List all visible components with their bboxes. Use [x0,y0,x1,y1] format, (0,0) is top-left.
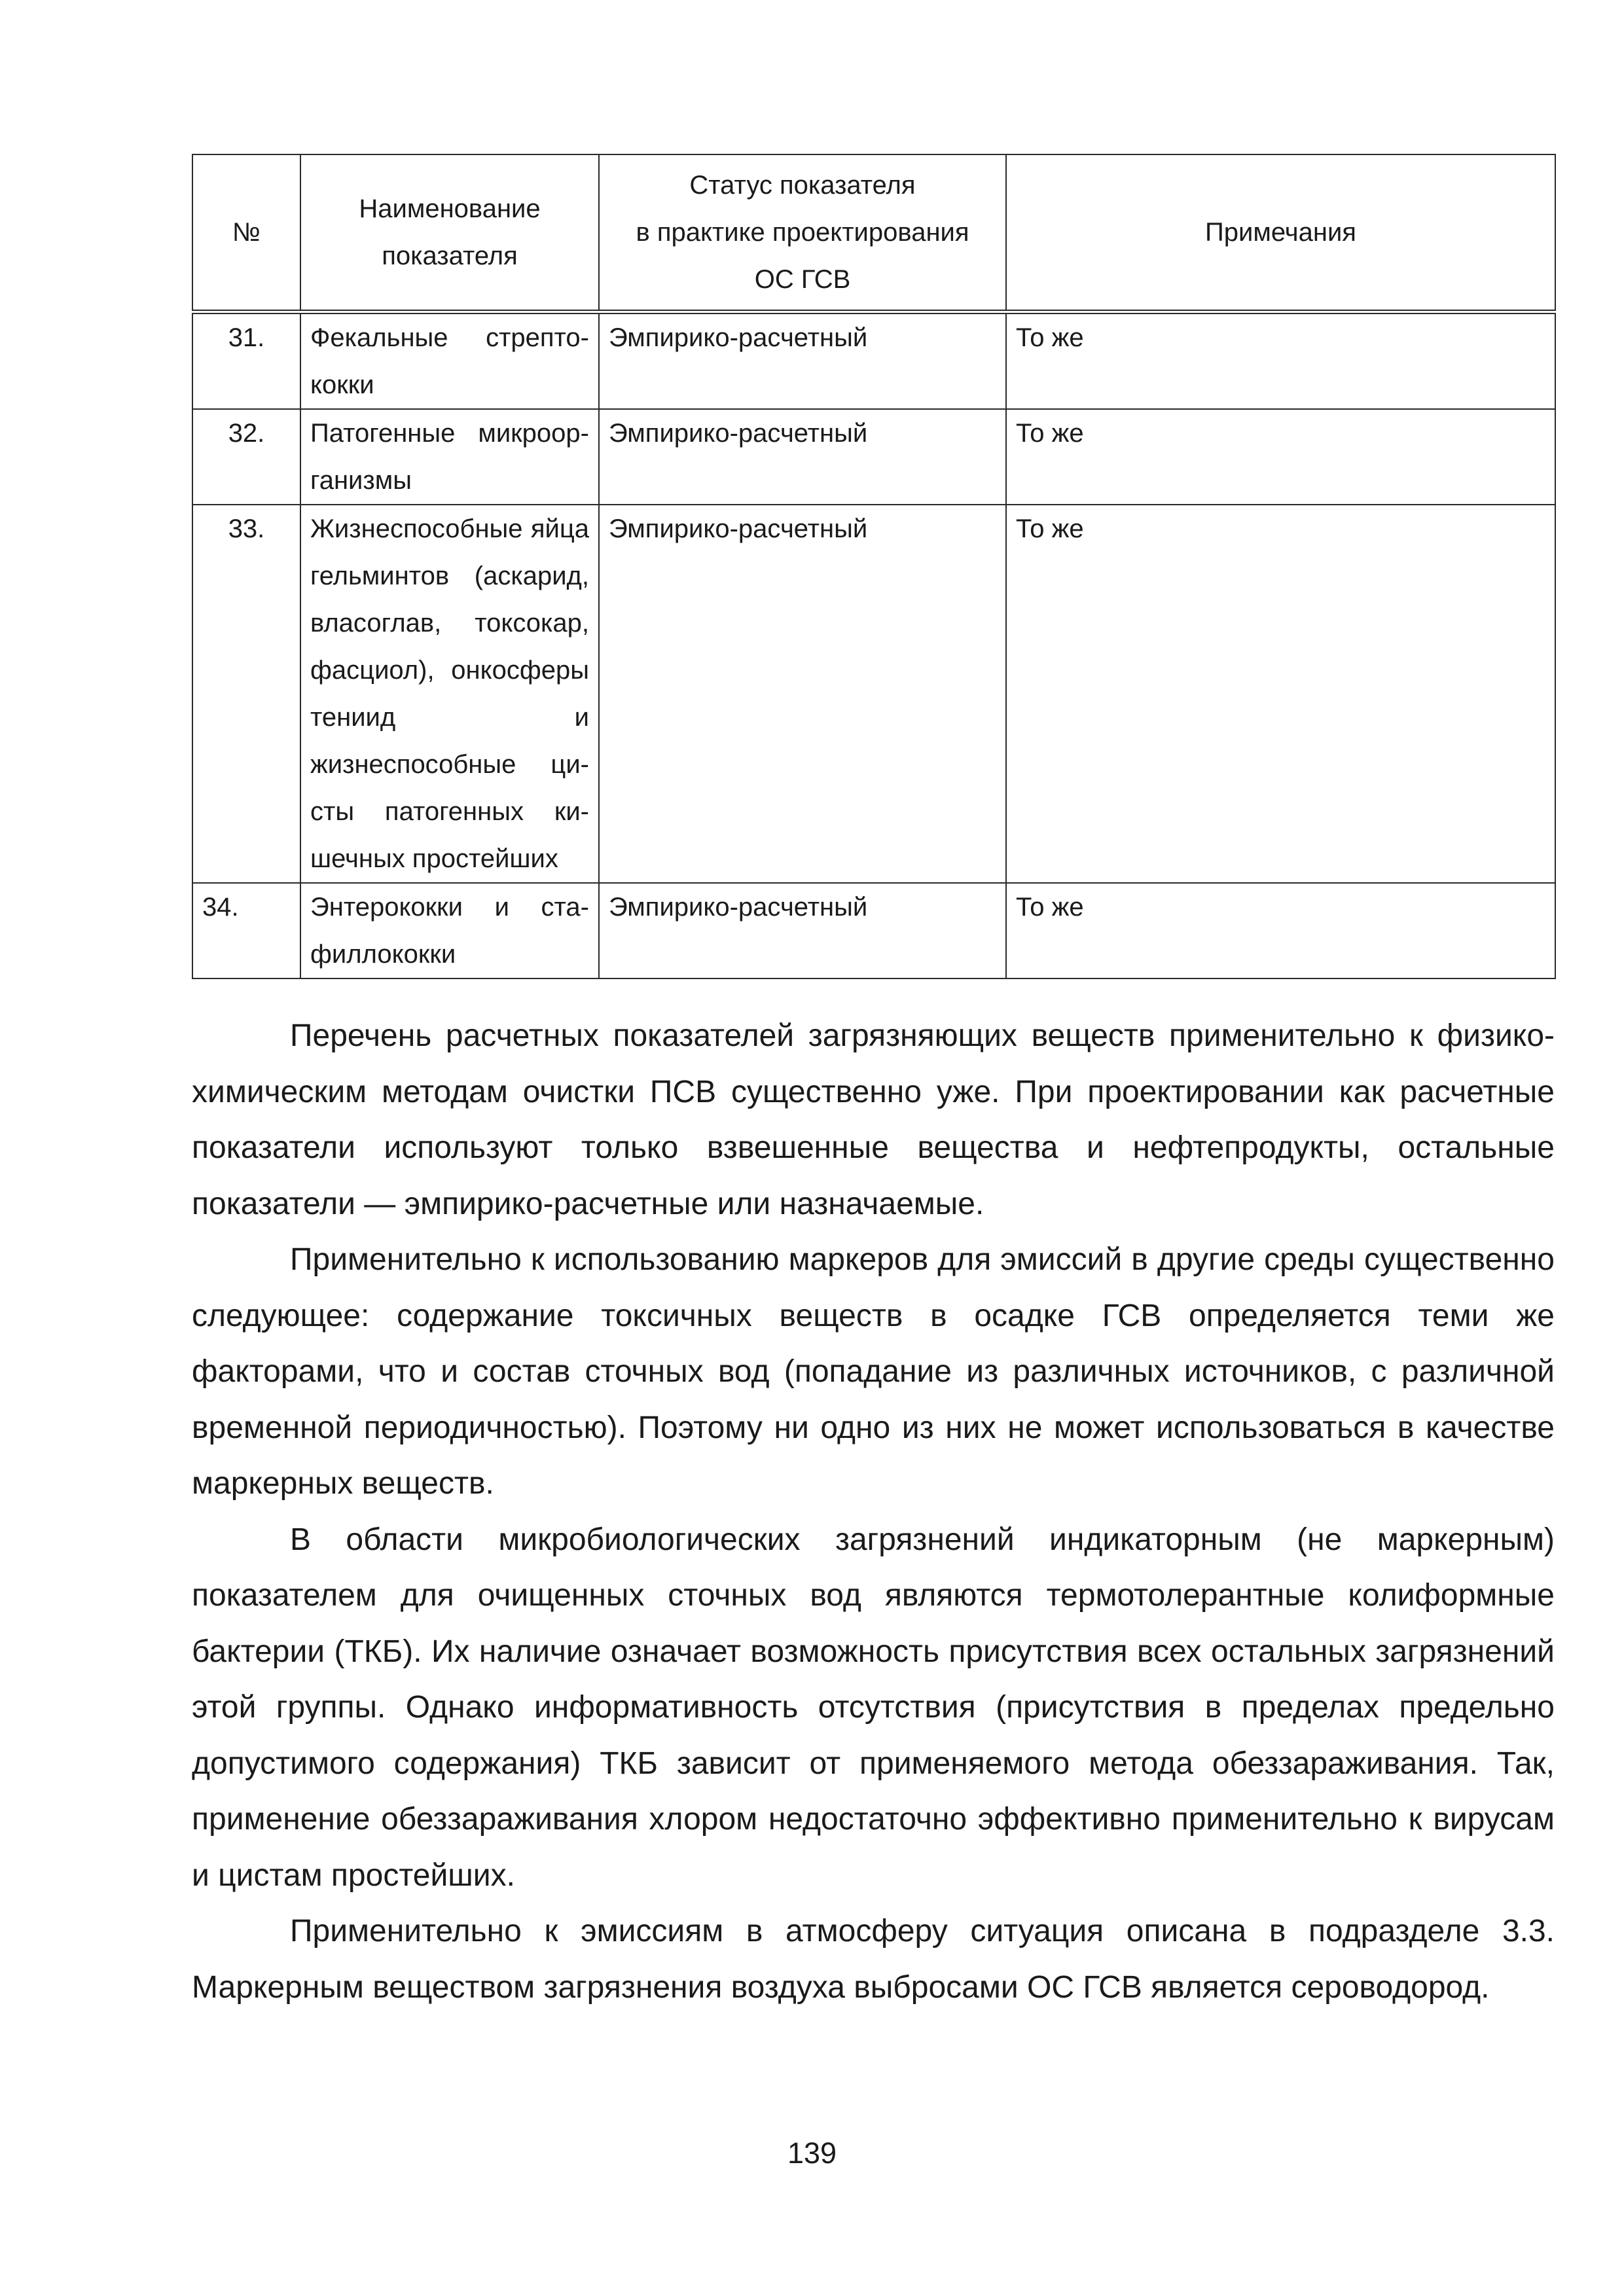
row-number: 33. [192,505,300,883]
row-number: 34. [192,883,300,978]
row-number: 31. [192,312,300,410]
row-status: Эмпирико-расчетный [599,312,1006,410]
row-notes: То же [1006,409,1555,505]
page-number: 139 [787,2136,837,2170]
header-notes: Примечания [1006,154,1555,312]
row-name: Жизнеспособные яйца гельминтов (аскарид, власоглав, токсокар, фасциол), онкосферы тениид и жизнеспособные цисты патогенных кишечных простейших [300,505,599,883]
row-name: Энтерококки и стафиллококки [300,883,599,978]
table-row [192,409,1555,505]
header-status-line: ОС ГСВ [754,265,851,294]
table-header-row [192,154,1555,312]
paragraph: В области микробиологических загрязнений индикаторным (не маркерным) показателем для очищенных сточных вод являются термотолерантные колиформные бактерии (ТКБ). Их наличие означает возможность присутствия всех остальных загрязнений этой группы. Однако информативность отсутствия (присутствия в пределах предельно допустимого содержания) ТКБ зависит от применяемого метода обеззараживания. Так, применение обеззараживания хлором недостаточно эффективно применительно к вирусам и цистам простейших. [192,1522,1555,1893]
row-notes: То же [1006,883,1555,978]
indicators-table [192,154,1556,979]
table-row [192,883,1555,978]
header-status-line: в практике проектирования [636,218,969,247]
table-row [192,505,1555,883]
header-name-line: Наименование [359,194,541,223]
header-status [599,154,1006,312]
row-notes: То же [1006,312,1555,410]
header-number: № [192,154,300,312]
paragraph: Применительно к использованию маркеров для эмиссий в другие среды существенно следующее: содержание токсичных веществ в осадке ГСВ определяется теми же факторами, что и состав сточных вод (попадание из различных источников, с различной временной периодичностью). Поэтому ни одно из них не может использоваться в качестве маркерных веществ. [192,1242,1555,1501]
table-row [192,312,1555,410]
row-status: Эмпирико-расчетный [599,883,1006,978]
row-name: Патогенные микроорганизмы [300,409,599,505]
paragraph: Применительно к эмиссиям в атмосферу ситуация описана в подразделе 3.3. Маркерным веществом загрязнения воздуха выбросами ОС ГСВ является сероводород. [192,1914,1555,2005]
row-status: Эмпирико-расчетный [599,505,1006,883]
row-number: 32. [192,409,300,505]
header-name-line: показателя [382,242,518,270]
row-status: Эмпирико-расчетный [599,409,1006,505]
header-status-line: Статус показателя [689,171,916,200]
row-name: Фекальные стрептококки [300,312,599,410]
paragraph: Перечень расчетных показателей загрязняющих веществ применительно к физико-химическим методам очистки ПСВ существенно уже. При проектировании как расчетные показатели используют только взвешенные вещества и нефтепродукты, остальные показатели — эмпирико-расчетные или назначаемые. [192,1018,1555,1221]
body-text [192,1008,1555,2015]
header-name [300,154,599,312]
row-notes: То же [1006,505,1555,883]
